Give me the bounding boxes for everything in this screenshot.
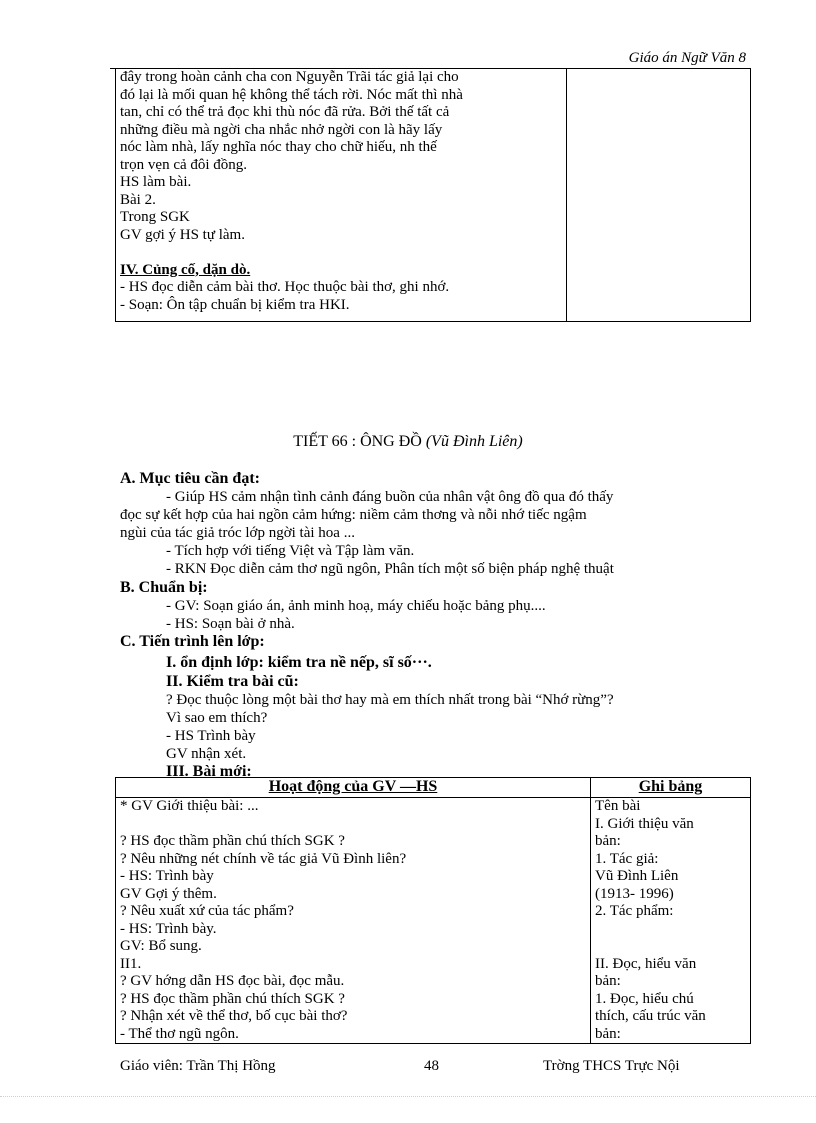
text-line: - GV: Soạn giáo án, ảnh minh hoạ, máy chiếu hoặc bảng phụ.... <box>166 598 546 614</box>
text-line: ? HS đọc thầm phần chú thích SGK ? <box>120 990 345 1007</box>
text-line: đó lại là mối quan hệ không thể tách rời. Nóc mất thì nhà <box>120 86 463 103</box>
section-heading-iv: IV. Củng cố, dặn dò. <box>120 261 251 278</box>
lesson-activity-table <box>115 777 751 1044</box>
text-line: bản: <box>595 833 621 849</box>
text-line: - HS: Soạn bài ở nhà. <box>166 616 295 632</box>
text-line: ? Nêu xuất xứ của tác phẩm? <box>120 903 294 919</box>
text-line: đây trong hoàn cảnh cha con Nguyễn Trãi tác giả lại cho <box>120 69 459 85</box>
text-line: thích, cấu trúc văn <box>595 1008 706 1024</box>
text-line: - RKN Đọc diễn cảm thơ ngũ ngôn, Phân tích một số biện pháp nghệ thuật <box>166 561 614 577</box>
text-line: ? Nhận xét về thể thơ, bố cục bài thơ? <box>120 1008 348 1024</box>
lesson-title-text: TIẾT 66 : ÔNG ĐỒ <box>293 433 422 450</box>
col-header-board-notes: Ghi bảng <box>591 778 751 798</box>
text-line: - HS Trình bày <box>166 728 256 744</box>
section-a-heading: A. Mục tiêu cần đạt: <box>120 470 260 487</box>
subsection-ii: II. Kiểm tra bài cũ: <box>166 673 299 690</box>
text-line: - Tích hợp với tiếng Việt và Tập làm văn. <box>166 543 415 559</box>
text-line: (1913- 1996) <box>595 885 674 902</box>
footer-page-number: 48 <box>424 1058 439 1074</box>
text-line: đọc sự kết hợp của hai ngồn cảm hứng: niềm cảm thơng và nỗi nhớ tiếc ngậm <box>120 507 587 523</box>
lesson-title <box>0 433 816 451</box>
text-line: 1. Tác giả: <box>595 850 659 867</box>
text-line: những điều mà ngời cha nhắc nhở ngời con là hãy lấy <box>120 121 443 138</box>
text-line: Bài 2. <box>120 191 156 208</box>
text-line: Trong SGK <box>120 209 190 225</box>
subsection-i: I. ổn định lớp: kiểm tra nề nếp, sĩ số···. <box>166 654 432 671</box>
text-line: HS làm bài. <box>120 174 192 190</box>
footer-school: Trờng THCS Trực Nội <box>543 1058 680 1074</box>
text-line: Vì sao em thích? <box>166 710 268 726</box>
text-line: Tên bài <box>595 798 641 814</box>
text-line: 2. Tác phẩm: <box>595 903 674 919</box>
text-line: I. Giới thiệu văn <box>595 815 694 832</box>
text-line: * GV Giới thiệu bài: ... <box>120 798 259 814</box>
text-line: tan, chỉ có thể trả đọc khi thù nóc đã rửa. Bởi thế tất cả <box>120 104 450 120</box>
text-line: GV Gợi ý thêm. <box>120 885 217 902</box>
text-line: GV: Bổ sung. <box>120 938 202 954</box>
text-line: GV nhận xét. <box>166 746 247 762</box>
board-notes-cell <box>591 798 751 1044</box>
text-line: ? GV hớng dẫn HS đọc bài, đọc mẫu. <box>120 973 345 989</box>
page-header-title: Giáo án Ngữ Văn 8 <box>628 50 746 66</box>
text-line: 1. Đọc, hiểu chú <box>595 990 694 1007</box>
text-line: bản: <box>595 973 621 989</box>
text-line: Vũ Đình Liên <box>595 868 679 884</box>
lesson-author: (Vũ Đình Liên) <box>425 433 523 450</box>
text-line <box>595 938 746 956</box>
col-header-activities: Hoạt động của GV —HS <box>116 778 591 798</box>
footer-teacher: Giáo viên: Trần Thị Hồng <box>120 1058 276 1074</box>
section-b-heading: B. Chuẩn bị: <box>120 579 208 596</box>
page-bottom-divider <box>0 1096 816 1097</box>
text-line: II1. <box>120 955 142 972</box>
text-line: bản: <box>595 1025 621 1042</box>
continued-lesson-table <box>115 68 751 322</box>
continued-activity-cell <box>116 69 567 322</box>
subsection-iii: III. Bài mới: <box>166 763 252 780</box>
text-line: II. Đọc, hiểu văn <box>595 955 697 972</box>
text-line: nóc làm nhà, lấy nghĩa nóc thay cho chữ hiếu, nh thế <box>120 139 437 155</box>
text-line: ? Nêu những nét chính về tác giả Vũ Đình liên? <box>120 850 407 867</box>
continued-notes-cell <box>567 69 751 322</box>
text-line: GV gợi ý HS tự làm. <box>120 226 245 243</box>
text-line <box>595 921 746 939</box>
text-line <box>120 244 562 262</box>
text-line: ? HS đọc thầm phần chú thích SGK ? <box>120 833 345 849</box>
text-line <box>120 816 586 834</box>
text-line: - HS: Trình bày. <box>120 920 217 937</box>
text-line: trọn vẹn cả đôi đồng. <box>120 156 248 173</box>
text-line: ? Đọc thuộc lòng một bài thơ hay mà em thích nhất trong bài “Nhớ rừng”? <box>166 692 614 708</box>
text-line: - Thể thơ ngũ ngôn. <box>120 1025 239 1042</box>
text-line: - HS đọc diễn cảm bài thơ. Học thuộc bài thơ, ghi nhớ. <box>120 279 450 295</box>
text-line: ngùi của tác giả tróc lớp ngời tài hoa ... <box>120 525 355 541</box>
text-line: - Soạn: Ôn tập chuẩn bị kiểm tra HKI. <box>120 296 350 313</box>
section-c-heading: C. Tiến trình lên lớp: <box>120 633 265 650</box>
text-line: - HS: Trình bày <box>120 868 214 884</box>
text-line: - Giúp HS cảm nhận tình cảnh đáng buồn của nhân vật ông đồ qua đó thấy <box>166 489 614 505</box>
activities-cell <box>116 798 591 1044</box>
